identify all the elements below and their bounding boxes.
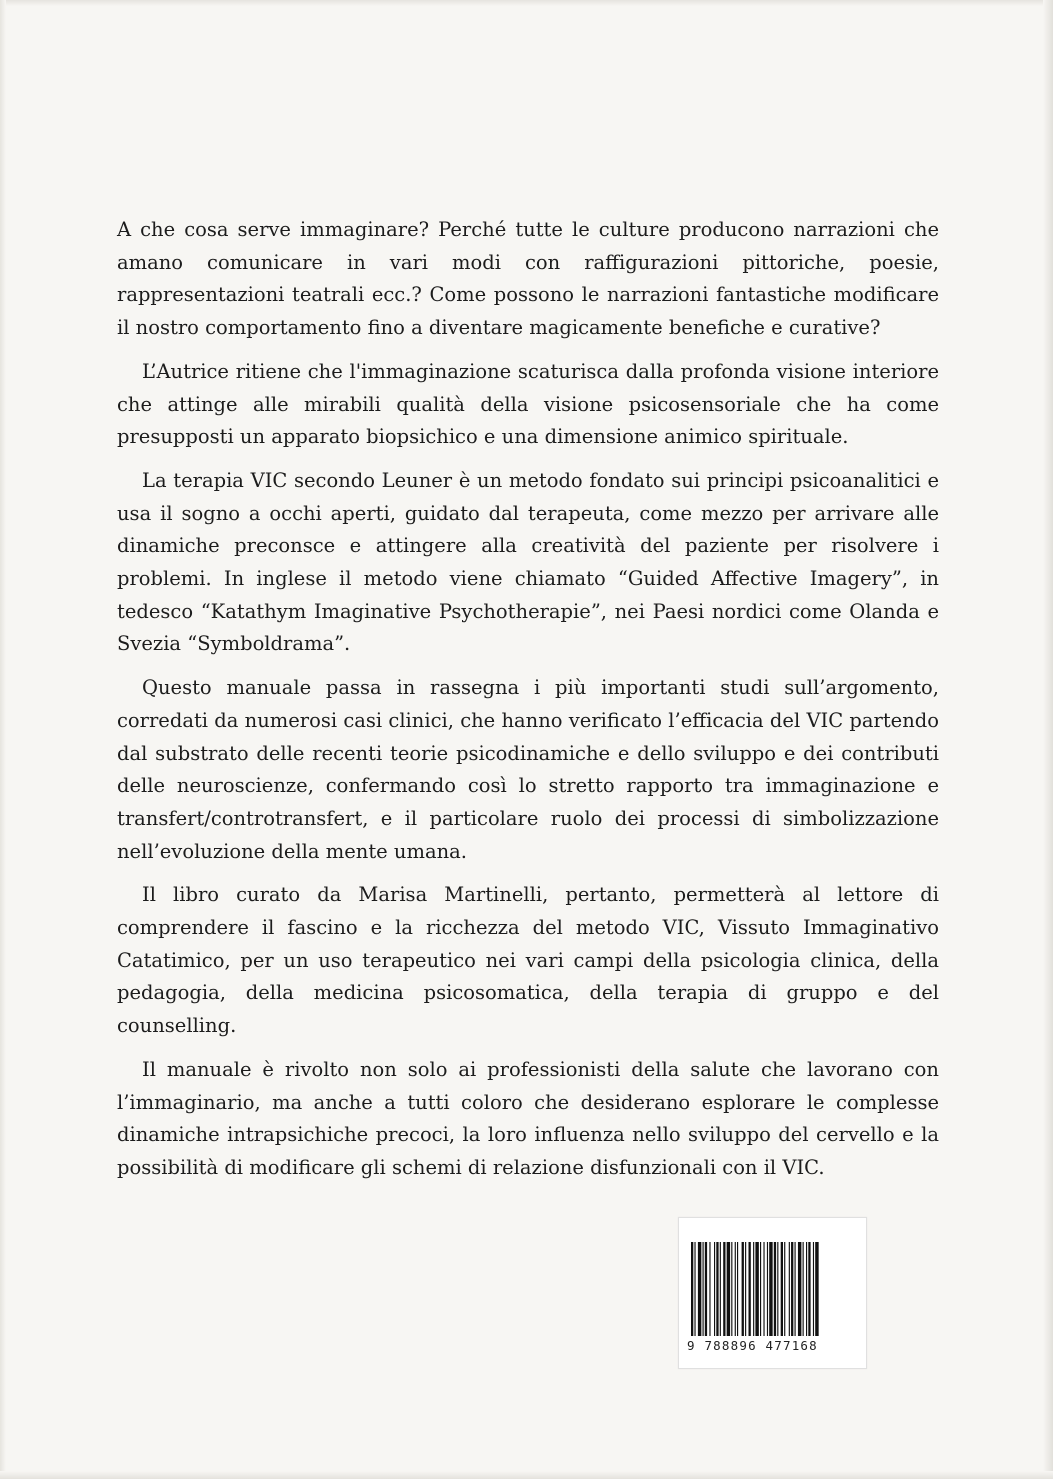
barcode-bar	[735, 1242, 736, 1336]
barcode-bar	[760, 1242, 761, 1336]
barcode-bar	[714, 1242, 715, 1336]
barcode-bar	[815, 1242, 818, 1336]
barcode-bar	[703, 1242, 704, 1336]
barcode-digits: 9 788896 477168	[687, 1338, 818, 1353]
barcode-bar	[755, 1242, 758, 1336]
blurb-paragraph-4: Questo manuale passa in rassegna i più importanti studi sull’argomento, corredati da numerosi casi clinici, che hanno verificato l’efficacia del VIC partendo dal substrato delle recenti teorie psicodinamiche e dello sviluppo e dei contributi delle neuroscienze, confermando così lo stretto rapporto tra immaginazione e transfert/controtransfert, e il particolare ruolo dei processi di simbolizzazione nell’evoluzione della mente umana.	[117, 676, 939, 863]
barcode-bar	[791, 1242, 793, 1336]
barcode-bar	[806, 1242, 807, 1336]
barcode-bar	[803, 1242, 804, 1336]
barcode-bar	[784, 1242, 785, 1336]
cover-edge-right	[1043, 0, 1053, 1479]
cover-edge-bottom	[0, 1471, 1053, 1479]
blurb-paragraph-5: Il libro curato da Marisa Martinelli, pertanto, permetterà al lettore di comprendere il fascino e la ricchezza del metodo VIC, Vissuto Immaginativo Catatimico, per un uso terapeutico nei vari campi della psicologia clinica, della pedagogia, della medicina psicosomatica, della terapia di gruppo e del counselling.	[117, 883, 939, 1038]
back-cover-blurb	[117, 214, 939, 1196]
blurb-paragraph-6: Il manuale è rivolto non solo ai professionisti della salute che lavorano con l’immaginario, ma anche a tutti coloro che desiderano esplorare le complesse dinamiche intrapsichiche precoci, la loro influenza nello sviluppo del cervello e la possibilità di modificare gli schemi di relazione disfunzionali con il VIC.	[117, 1057, 939, 1179]
barcode-bar	[798, 1242, 801, 1336]
barcode-bar	[698, 1242, 701, 1336]
blurb-paragraph-3: La terapia VIC secondo Leuner è un metodo fondato sui principi psicoanalitici e usa il sogno a occhi aperti, guidato dal terapeuta, come mezzo per arrivare alle dinamiche preconsce e attingere alla creatività del paziente per risolvere i problemi. In inglese il metodo viene chiamato “Guided Affective Imagery”, in tedesco “Katathym Imaginative Psychotherapie”, nei Paesi nordici come Olanda e Svezia “Symboldrama”.	[117, 468, 939, 656]
cover-edge-top	[0, 0, 1053, 6]
barcode-bar	[813, 1242, 814, 1336]
barcode-bar	[694, 1242, 695, 1336]
barcode-bar	[742, 1242, 744, 1336]
isbn-barcode-label	[678, 1217, 867, 1369]
barcode-bar	[727, 1242, 730, 1336]
barcode-bar	[781, 1242, 783, 1336]
barcode-bar	[737, 1242, 738, 1336]
cover-edge-left	[0, 0, 6, 1479]
barcode-bar	[716, 1242, 718, 1336]
barcode-bar	[749, 1242, 751, 1336]
barcode-bar	[753, 1242, 754, 1336]
blurb-paragraph-2: L’Autrice ritiene che l'immaginazione scaturisca dalla profonda visione interiore che attinge alle mirabili qualità della visione psicosensoriale che ha come presupposti un apparato biopsichico e una dimensione animico spirituale.	[117, 359, 939, 449]
barcode-bar	[808, 1242, 810, 1336]
barcode-bar	[774, 1242, 776, 1336]
blurb-paragraph-1: A che cosa serve immaginare? Perché tutte le culture producono narrazioni che amano comunicare in vari modi con raffigurazioni pittoriche, poesie, rappresentazioni teatrali ecc.? Come possono le narrazioni fantastiche modificare il nostro comportamento fino a diventare magicamente benefiche e curative?	[117, 218, 939, 340]
barcode-icon	[691, 1242, 855, 1336]
barcode-bar	[745, 1242, 746, 1336]
barcode-bar	[720, 1242, 721, 1336]
barcode-bar	[767, 1242, 768, 1336]
barcode-bar	[777, 1242, 778, 1336]
barcode-bar	[795, 1242, 796, 1336]
barcode-bar	[769, 1242, 772, 1336]
barcode-bar	[723, 1242, 725, 1336]
barcode-bar	[763, 1242, 764, 1336]
barcode-bar	[709, 1242, 710, 1336]
barcode-bar	[731, 1242, 732, 1336]
barcode-bar	[705, 1242, 707, 1336]
barcode-bar	[691, 1242, 693, 1336]
barcode-bar	[789, 1242, 790, 1336]
